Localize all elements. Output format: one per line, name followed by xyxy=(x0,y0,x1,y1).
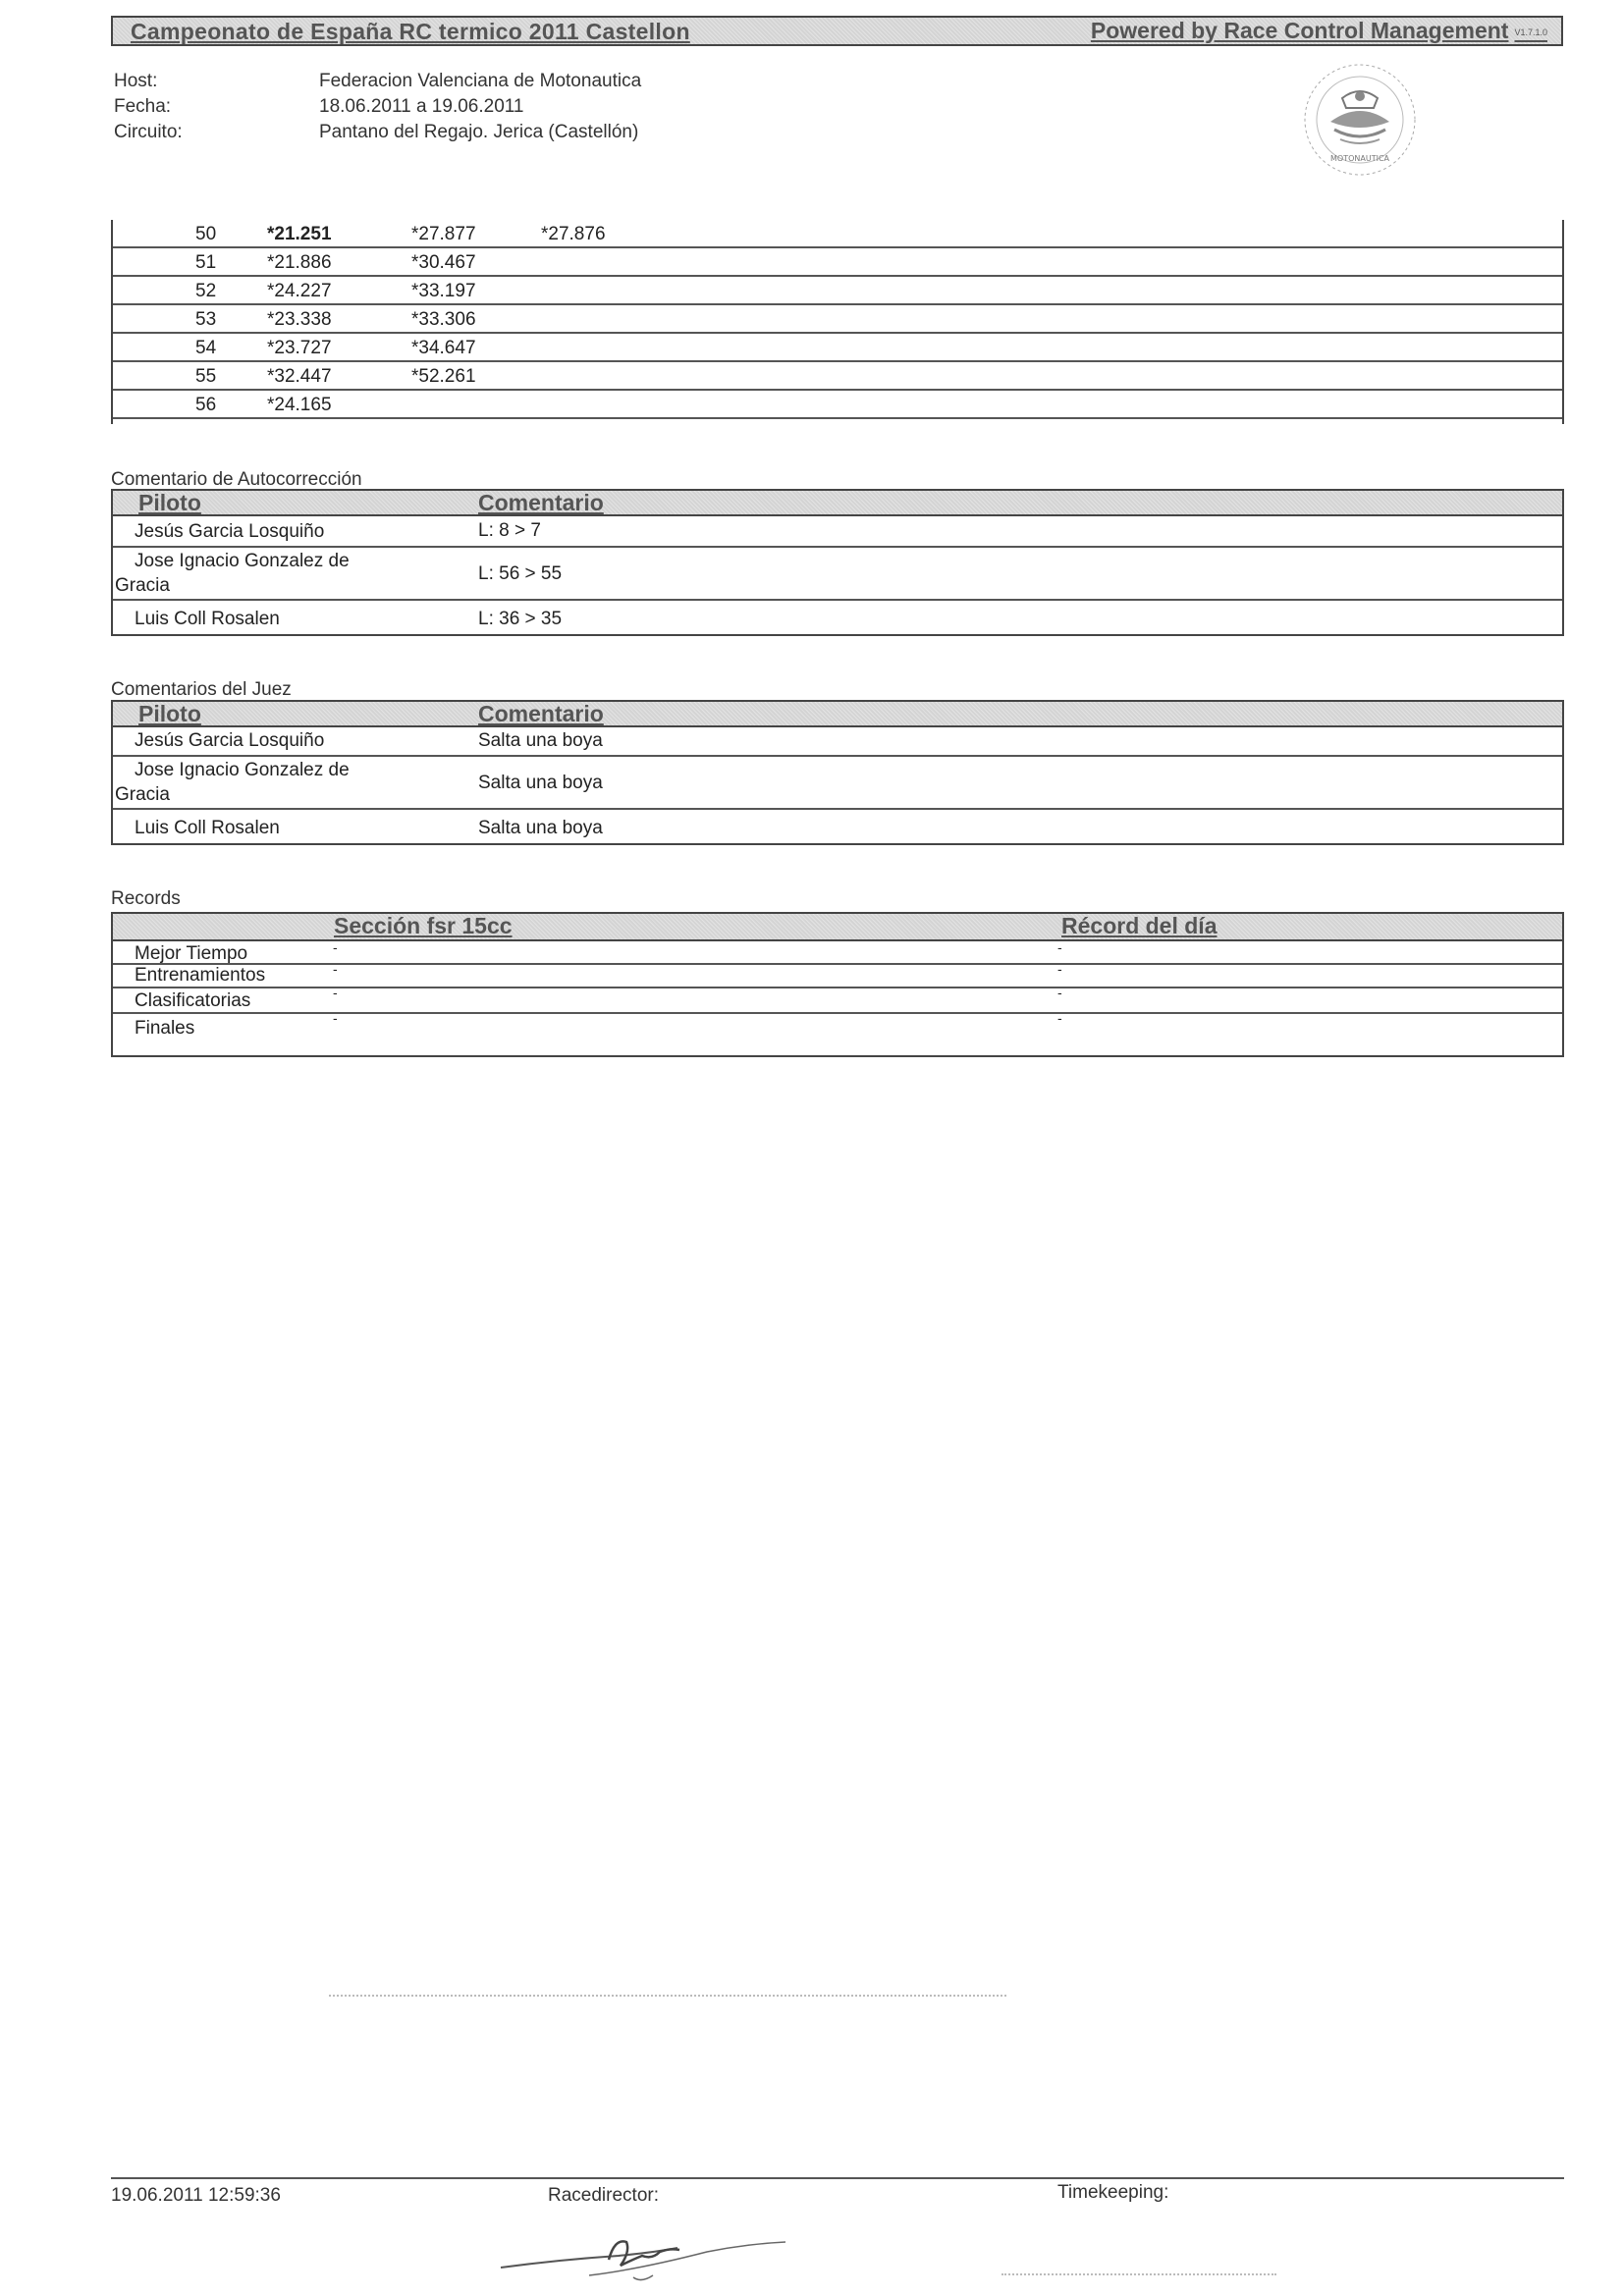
table-row xyxy=(113,305,1562,334)
comment-text: Salta una boya xyxy=(478,818,603,838)
comment-text: Salta una boya xyxy=(478,730,603,751)
table-row xyxy=(113,601,1562,634)
record-label: Finales xyxy=(135,1018,195,1039)
table-header xyxy=(113,914,1562,941)
date-label: Fecha: xyxy=(114,96,172,117)
record-day-value: - xyxy=(1057,985,1062,1000)
date-value: 18.06.2011 a 19.06.2011 xyxy=(319,96,524,117)
powered-by-text: Powered by Race Control Management xyxy=(1090,18,1509,43)
lap-time: *52.261 xyxy=(411,366,476,387)
title-bar xyxy=(111,16,1563,46)
pilot-name: Gracia xyxy=(115,784,170,805)
record-label: Clasificatorias xyxy=(135,990,251,1011)
judge-table xyxy=(111,700,1564,845)
circuit-label: Circuito: xyxy=(114,122,183,142)
lap-time: *32.447 xyxy=(267,366,332,387)
col-comment: Comentario xyxy=(478,490,604,515)
table-row xyxy=(113,277,1562,305)
circuit-value: Pantano del Regajo. Jerica (Castellón) xyxy=(319,122,639,142)
table-header xyxy=(113,491,1562,516)
pilot-name: Jesús Garcia Losquiño xyxy=(135,730,325,751)
autocorrection-table xyxy=(111,489,1564,636)
record-day-value: - xyxy=(1057,961,1062,977)
record-section-value: - xyxy=(333,961,338,977)
lap-number: 56 xyxy=(195,395,217,415)
lap-number: 55 xyxy=(195,366,217,387)
judge-heading: Comentarios del Juez xyxy=(111,679,292,700)
table-row xyxy=(113,757,1562,810)
lap-time: *23.727 xyxy=(267,338,332,358)
pilot-name: Gracia xyxy=(115,575,170,596)
comment-text: Salta una boya xyxy=(478,773,603,793)
version-label: V1.7.1.0 xyxy=(1514,27,1547,37)
pilot-name: Luis Coll Rosalen xyxy=(135,609,280,629)
lap-number: 54 xyxy=(195,338,217,358)
col-section: Sección fsr 15cc xyxy=(334,913,513,938)
record-label: Mejor Tiempo xyxy=(135,943,248,964)
laps-table xyxy=(111,220,1564,424)
table-row xyxy=(113,961,1562,988)
racedirector-label: Racedirector: xyxy=(548,2185,659,2206)
lap-time: *30.467 xyxy=(411,252,476,273)
table-row xyxy=(113,727,1562,757)
record-day-value: - xyxy=(1057,1010,1062,1026)
host-value: Federacion Valenciana de Motonautica xyxy=(319,71,642,91)
autocorrection-heading: Comentario de Autocorrección xyxy=(111,469,362,490)
powered-by xyxy=(1091,18,1547,44)
table-row xyxy=(113,220,1562,248)
table-row xyxy=(113,985,1562,1014)
col-pilot: Piloto xyxy=(138,701,201,726)
pilot-name: Jose Ignacio Gonzalez de xyxy=(135,760,350,780)
comment-text: L: 56 > 55 xyxy=(478,563,563,584)
record-day-value: - xyxy=(1057,939,1062,955)
racedirector-signature xyxy=(491,2218,815,2287)
table-row xyxy=(113,362,1562,391)
footer-divider xyxy=(111,2177,1564,2179)
col-record-day: Récord del día xyxy=(1061,913,1218,938)
lap-time: *33.306 xyxy=(411,309,476,330)
lap-time: *21.886 xyxy=(267,252,332,273)
record-label: Entrenamientos xyxy=(135,965,266,986)
table-row xyxy=(113,391,1562,419)
lap-time: *24.227 xyxy=(267,281,332,301)
host-label: Host: xyxy=(114,71,158,91)
table-header xyxy=(113,702,1562,727)
logo-text: MOTONAUTICA xyxy=(1330,154,1389,163)
federation-seal-icon xyxy=(1301,61,1419,179)
table-row xyxy=(113,516,1562,548)
lap-number: 53 xyxy=(195,309,217,330)
lap-number: 50 xyxy=(195,224,217,244)
pilot-name: Jesús Garcia Losquiño xyxy=(135,521,325,542)
record-section-value: - xyxy=(333,1010,338,1026)
lap-time: *27.877 xyxy=(411,224,476,244)
col-pilot: Piloto xyxy=(138,490,201,515)
event-title: Campeonato de España RC termico 2011 Castellon xyxy=(131,19,690,44)
lap-time: *24.165 xyxy=(267,395,332,415)
lap-number: 52 xyxy=(195,281,217,301)
lap-time: *34.647 xyxy=(411,338,476,358)
records-heading: Records xyxy=(111,888,181,909)
lap-number: 51 xyxy=(195,252,217,273)
comment-text: L: 8 > 7 xyxy=(478,520,541,541)
lap-time: *27.876 xyxy=(541,224,606,244)
timekeeping-label: Timekeeping: xyxy=(1057,2182,1169,2203)
table-row xyxy=(113,248,1562,277)
footer-timestamp: 19.06.2011 12:59:36 xyxy=(111,2185,281,2206)
record-section-value: - xyxy=(333,985,338,1000)
col-comment: Comentario xyxy=(478,701,604,726)
lap-time: *23.338 xyxy=(267,309,332,330)
table-row xyxy=(113,939,1562,965)
table-row xyxy=(113,810,1562,843)
table-row xyxy=(113,548,1562,601)
pilot-name: Luis Coll Rosalen xyxy=(135,818,280,838)
timekeeping-signature-line xyxy=(1001,2273,1276,2275)
lap-time-best: *21.251 xyxy=(267,224,332,244)
table-row xyxy=(113,334,1562,362)
lap-time: *33.197 xyxy=(411,281,476,301)
comment-text: L: 36 > 35 xyxy=(478,609,563,629)
pilot-name: Jose Ignacio Gonzalez de xyxy=(135,551,350,571)
records-table xyxy=(111,912,1564,1057)
scan-artifact xyxy=(329,1995,1006,1997)
record-section-value: - xyxy=(333,939,338,955)
table-row xyxy=(113,1010,1562,1055)
